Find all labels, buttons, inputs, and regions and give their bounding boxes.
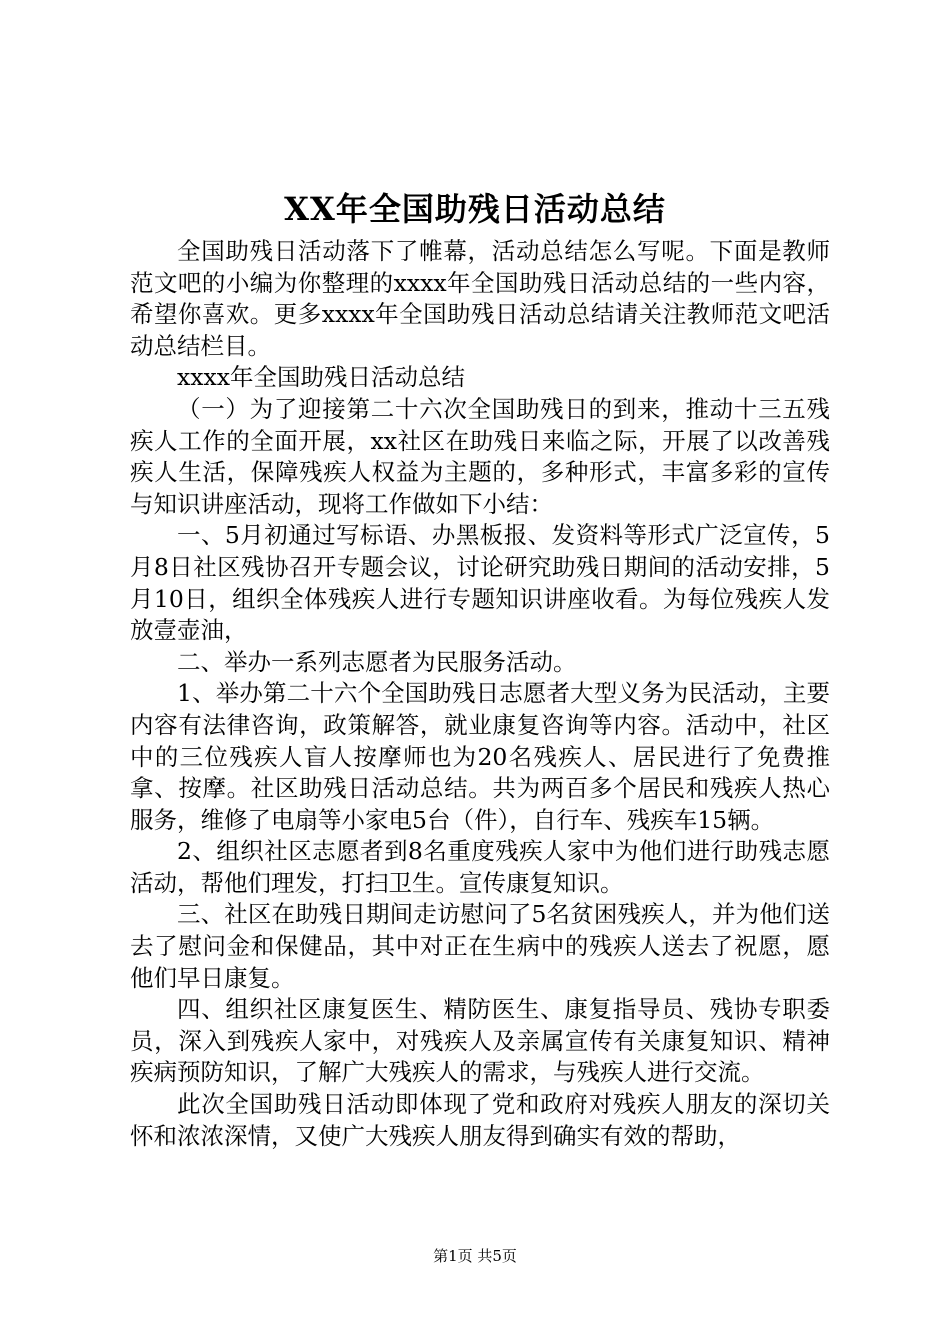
- paragraph-item-three: 三、社区在助残日期间走访慰问了5名贫困残疾人，并为他们送去了慰问金和保健品，其中对正在生病中的残疾人送去了祝愿，愿他们早日康复。: [130, 900, 830, 992]
- document-title: XX年全国助残日活动总结: [284, 190, 666, 228]
- paragraph-subitem-1: 1、举办第二十六个全国助残日志愿者大型义务为民活动，主要内容有法律咨询，政策解答，就业康复咨询等内容。活动中，社区中的三位残疾人盲人按摩师也为20名残疾人、居民进行了免费推拿、按摩。社区助残日活动总结。共为两百多个居民和残疾人热心服务，维修了电扇等小家电5台（件），自行车、残疾车15辆。: [130, 679, 830, 834]
- paragraph-item-one: 一、5月初通过写标语、办黑板报、发资料等形式广泛宣传，5月8日社区残协召开专题会议，讨论研究助残日期间的活动安排，5月10日，组织全体残疾人进行专题知识讲座收看。为每位残疾人发放壹壶油，: [130, 521, 830, 645]
- paragraph-subtitle: xxxx年全国助残日活动总结: [177, 363, 466, 392]
- paragraph-conclusion: 此次全国助残日活动即体现了党和政府对残疾人朋友的深切关怀和浓浓深情，又使广大残疾人朋友得到确实有效的帮助，: [130, 1090, 830, 1150]
- page-footer: 第1页 共5页: [433, 1247, 517, 1265]
- paragraph-intro: 全国助残日活动落下了帷幕，活动总结怎么写呢。下面是教师范文吧的小编为你整理的xxxx年全国助残日活动总结的一些内容，希望你喜欢。更多xxxx年全国助残日活动总结请关注教师范文吧活动总结栏目。: [130, 237, 830, 360]
- paragraph-section-1: （一）为了迎接第二十六次全国助残日的到来，推动十三五残疾人工作的全面开展，xx社区在助残日来临之际，开展了以改善残疾人生活，保障残疾人权益为主题的，多种形式，丰富多彩的宣传与知识讲座活动，现将工作做如下小结：: [130, 394, 830, 518]
- paragraph-item-two: 二、举办一系列志愿者为民服务活动。: [177, 647, 577, 676]
- paragraph-subitem-2: 2、组织社区志愿者到8名重度残疾人家中为他们进行助残志愿活动，帮他们理发，打扫卫生。宣传康复知识。: [130, 837, 830, 897]
- paragraph-item-four: 四、组织社区康复医生、精防医生、康复指导员、残协专职委员，深入到残疾人家中，对残疾人及亲属宣传有关康复知识、精神疾病预防知识，了解广大残疾人的需求，与残疾人进行交流。: [130, 995, 830, 1087]
- document-body: [130, 236, 830, 1152]
